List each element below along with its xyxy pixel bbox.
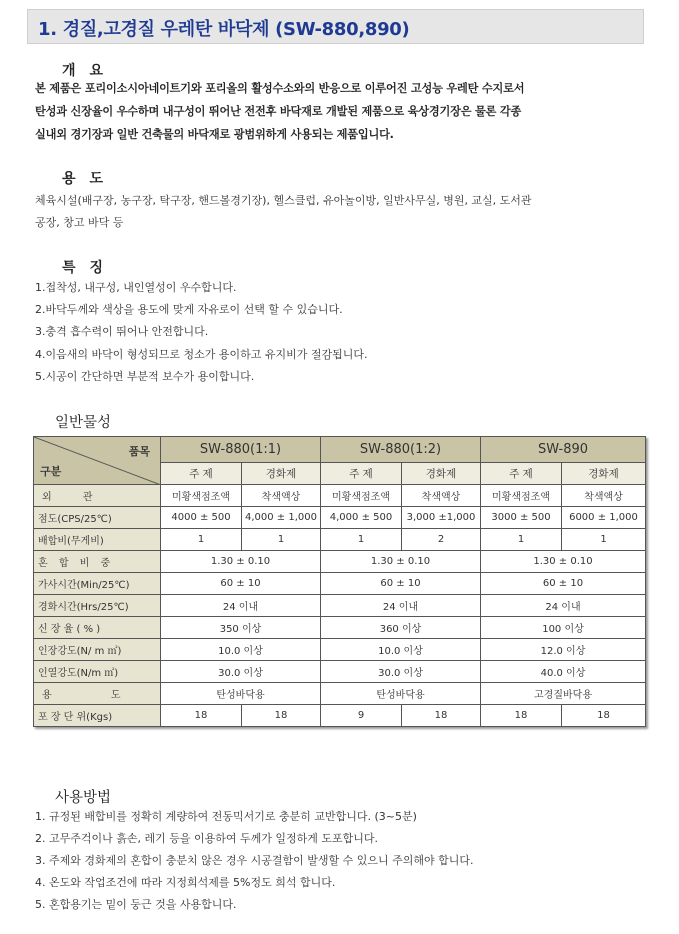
table-cell: 1 xyxy=(562,529,646,551)
sub-header: 경화제 xyxy=(562,463,646,485)
sub-header: 경화제 xyxy=(242,463,321,485)
sub-header: 주 제 xyxy=(481,463,562,485)
table-cell: 2 xyxy=(402,529,481,551)
table-row xyxy=(34,573,646,595)
overview-heading: 개요 xyxy=(62,63,118,79)
row-label: 혼 합 비 중 xyxy=(34,551,161,573)
table-cell: 360 이상 xyxy=(321,617,481,639)
table-row xyxy=(34,507,646,529)
table-row xyxy=(34,551,646,573)
table-cell: 30.0 이상 xyxy=(161,661,321,683)
row-label: 포 장 단 위(Kgs) xyxy=(34,705,161,727)
table-cell: 착색액상 xyxy=(402,485,481,507)
table-cell: 1.30 ± 0.10 xyxy=(481,551,646,573)
corner-label-item: 품목 xyxy=(128,445,150,458)
table-cell: 4000 ± 500 xyxy=(161,507,242,529)
row-label: 용 도 xyxy=(34,683,161,705)
overview-line-3: 실내외 경기장과 일반 건축물의 바닥재로 광범위하게 사용되는 제품입니다. xyxy=(35,128,394,141)
feature-line-1: 1.접착성, 내구성, 내인열성이 우수합니다. xyxy=(35,281,237,294)
product-header-1: SW-880(1:1) xyxy=(161,437,321,463)
table-row xyxy=(34,595,646,617)
table-cell: 1 xyxy=(321,529,402,551)
table-cell: 1.30 ± 0.10 xyxy=(321,551,481,573)
row-label: 인장강도(N/ m ㎡) xyxy=(34,639,161,661)
page-title: 1. 경질,고경질 우레탄 바닥제 (SW-880,890) xyxy=(38,19,410,40)
feature-line-5: 5.시공이 간단하면 부분적 보수가 용이합니다. xyxy=(35,370,255,383)
table-cell: 24 이내 xyxy=(161,595,321,617)
table-row xyxy=(34,617,646,639)
feature-line-4: 4.이음새의 바닥이 형성되므로 청소가 용이하고 유지비가 절감됩니다. xyxy=(35,348,368,361)
table-cell: 18 xyxy=(562,705,646,727)
corner-label-category: 구분 xyxy=(40,465,62,478)
table-cell: 12.0 이상 xyxy=(481,639,646,661)
table-cell: 탄성바닥용 xyxy=(321,683,481,705)
usage-line-2: 공장, 창고 바닥 등 xyxy=(35,216,124,229)
method-line-1: 1. 규정된 배합비를 정확히 계량하여 전동믹서기로 충분히 교반합니다. (3~5분) xyxy=(35,810,417,823)
table-cell: 3000 ± 500 xyxy=(481,507,562,529)
table-cell: 24 이내 xyxy=(321,595,481,617)
table-cell: 30.0 이상 xyxy=(321,661,481,683)
usage-heading: 용도 xyxy=(62,171,118,187)
table-row xyxy=(34,683,646,705)
table-cell: 착색액상 xyxy=(242,485,321,507)
sub-header: 주 제 xyxy=(321,463,402,485)
table-cell: 18 xyxy=(161,705,242,727)
table-cell: 24 이내 xyxy=(481,595,646,617)
table-cell: 고경질바닥용 xyxy=(481,683,646,705)
sub-header: 경화제 xyxy=(402,463,481,485)
table-cell: 4,000 ± 1,000 xyxy=(242,507,321,529)
table-row xyxy=(34,485,646,507)
overview-line-1: 본 제품은 포리이소시아네이트기와 포리올의 활성수소와의 반응으로 이루어진 고성능 우레탄 수지로서 xyxy=(35,82,525,95)
method-line-3: 3. 주제와 경화제의 혼합이 충분치 않은 경우 시공결함이 발생할 수 있으니 주의해야 합니다. xyxy=(35,854,474,867)
table-cell: 4,000 ± 500 xyxy=(321,507,402,529)
table-cell: 350 이상 xyxy=(161,617,321,639)
row-label: 가사시간(Min/25℃) xyxy=(34,573,161,595)
table-row xyxy=(34,661,646,683)
table-cell: 18 xyxy=(402,705,481,727)
table-cell: 10.0 이상 xyxy=(161,639,321,661)
table-row xyxy=(34,529,646,551)
table-cell: 3,000 ±1,000 xyxy=(402,507,481,529)
table-cell: 미황색점조액 xyxy=(481,485,562,507)
table-cell: 18 xyxy=(242,705,321,727)
method-line-2: 2. 고무주걱이나 흙손, 레기 등을 이용하여 두께가 일정하게 도포합니다. xyxy=(35,832,378,845)
table-cell: 10.0 이상 xyxy=(321,639,481,661)
row-label: 외 관 xyxy=(34,485,161,507)
title-bar xyxy=(27,9,644,44)
table-cell: 60 ± 10 xyxy=(161,573,321,595)
properties-table xyxy=(33,436,646,727)
table-cell: 착색액상 xyxy=(562,485,646,507)
table-row xyxy=(34,705,646,727)
sub-header: 주 제 xyxy=(161,463,242,485)
row-label: 점도(CPS/25℃) xyxy=(34,507,161,529)
row-label: 배합비(무게비) xyxy=(34,529,161,551)
table-corner xyxy=(34,437,161,485)
table-cell: 1 xyxy=(242,529,321,551)
row-label: 경화시간(Hrs/25℃) xyxy=(34,595,161,617)
table-row xyxy=(34,639,646,661)
table-cell: 18 xyxy=(481,705,562,727)
table-cell: 1 xyxy=(161,529,242,551)
table-cell: 100 이상 xyxy=(481,617,646,639)
table-cell: 6000 ± 1,000 xyxy=(562,507,646,529)
table-cell: 미황색점조액 xyxy=(321,485,402,507)
features-heading: 특징 xyxy=(62,260,118,276)
table-cell: 1 xyxy=(481,529,562,551)
properties-heading: 일반물성 xyxy=(55,415,112,431)
product-header-3: SW-890 xyxy=(481,437,646,463)
method-line-5: 5. 혼합용기는 밑이 둥근 것을 사용합니다. xyxy=(35,898,237,911)
feature-line-3: 3.충격 흡수력이 뛰어나 안전합니다. xyxy=(35,325,209,338)
table-cell: 40.0 이상 xyxy=(481,661,646,683)
product-header-2: SW-880(1:2) xyxy=(321,437,481,463)
usage-line-1: 체육시설(배구장, 농구장, 탁구장, 핸드볼경기장), 헬스클럽, 유아놀이방, 일반사무실, 병원, 교실, 도서관 xyxy=(35,194,532,207)
table-cell: 탄성바닥용 xyxy=(161,683,321,705)
method-heading: 사용방법 xyxy=(55,790,112,806)
feature-line-2: 2.바닥두께와 색상을 용도에 맞게 자유로이 선택 할 수 있습니다. xyxy=(35,303,343,316)
table-cell: 1.30 ± 0.10 xyxy=(161,551,321,573)
method-line-4: 4. 온도와 작업조건에 따라 지정희석제를 5%정도 희석 합니다. xyxy=(35,876,336,889)
table-cell: 60 ± 10 xyxy=(321,573,481,595)
overview-line-2: 탄성과 신장율이 우수하며 내구성이 뛰어난 전전후 바닥재로 개발된 제품으로 육상경기장은 물론 각종 xyxy=(35,105,522,118)
table-cell: 60 ± 10 xyxy=(481,573,646,595)
table-cell: 9 xyxy=(321,705,402,727)
table-cell: 미황색점조액 xyxy=(161,485,242,507)
row-label: 인열강도(N/m ㎡) xyxy=(34,661,161,683)
row-label: 신 장 율 ( % ) xyxy=(34,617,161,639)
